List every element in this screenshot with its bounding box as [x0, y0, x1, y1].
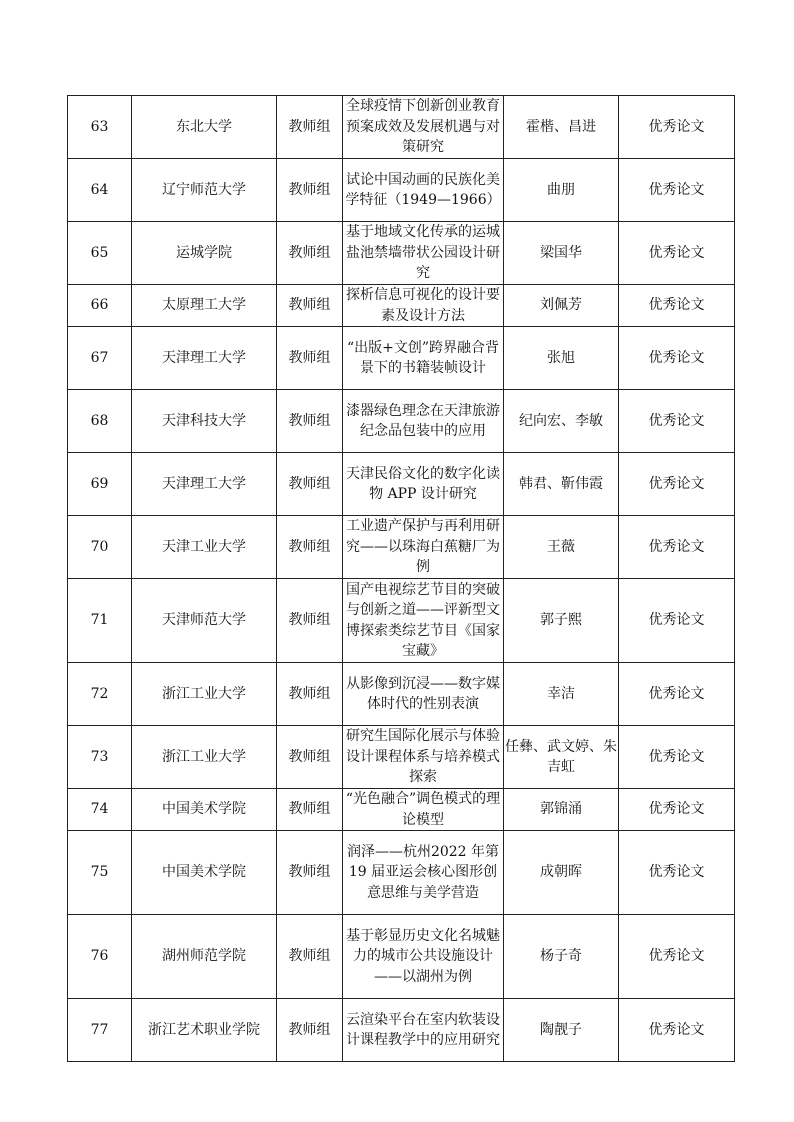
row-number: 65 — [68, 222, 132, 285]
table-row — [68, 789, 735, 831]
award-level: 优秀论文 — [619, 327, 735, 390]
row-number: 69 — [68, 453, 132, 516]
row-number: 71 — [68, 579, 132, 663]
group-name: 教师组 — [277, 789, 343, 831]
author-names: 王薇 — [504, 516, 619, 579]
school-name: 浙江工业大学 — [132, 726, 277, 789]
table-row — [68, 663, 735, 726]
award-level: 优秀论文 — [619, 726, 735, 789]
award-level: 优秀论文 — [619, 285, 735, 327]
row-number: 68 — [68, 390, 132, 453]
group-name: 教师组 — [277, 96, 343, 159]
group-name: 教师组 — [277, 726, 343, 789]
school-name: 天津理工大学 — [132, 453, 277, 516]
row-number: 70 — [68, 516, 132, 579]
row-number: 77 — [68, 999, 132, 1062]
school-name: 天津师范大学 — [132, 579, 277, 663]
paper-title: 云渲染平台在室内软装设计课程教学中的应用研究 — [343, 999, 504, 1062]
school-name: 浙江工业大学 — [132, 663, 277, 726]
award-level: 优秀论文 — [619, 96, 735, 159]
group-name: 教师组 — [277, 831, 343, 915]
row-number: 64 — [68, 159, 132, 222]
table-row — [68, 999, 735, 1062]
award-level: 优秀论文 — [619, 516, 735, 579]
school-name: 中国美术学院 — [132, 831, 277, 915]
table-row — [68, 222, 735, 285]
group-name: 教师组 — [277, 999, 343, 1062]
row-number: 67 — [68, 327, 132, 390]
group-name: 教师组 — [277, 327, 343, 390]
school-name: 天津理工大学 — [132, 327, 277, 390]
table-row — [68, 453, 735, 516]
paper-title: “出版+文创”跨界融合背景下的书籍装帧设计 — [343, 327, 504, 390]
award-level: 优秀论文 — [619, 789, 735, 831]
school-name: 东北大学 — [132, 96, 277, 159]
paper-title: 基于地域文化传承的运城盐池禁墙带状公园设计研究 — [343, 222, 504, 285]
author-names: 韩君、靳伟霞 — [504, 453, 619, 516]
award-level: 优秀论文 — [619, 999, 735, 1062]
school-name: 运城学院 — [132, 222, 277, 285]
row-number: 75 — [68, 831, 132, 915]
group-name: 教师组 — [277, 579, 343, 663]
row-number: 76 — [68, 915, 132, 999]
paper-title: 探析信息可视化的设计要素及设计方法 — [343, 285, 504, 327]
school-name: 浙江艺术职业学院 — [132, 999, 277, 1062]
group-name: 教师组 — [277, 390, 343, 453]
table-row — [68, 579, 735, 663]
school-name: 天津工业大学 — [132, 516, 277, 579]
table-row — [68, 726, 735, 789]
author-names: 曲朋 — [504, 159, 619, 222]
paper-title: “光色融合”调色模式的理论模型 — [343, 789, 504, 831]
author-names: 梁国华 — [504, 222, 619, 285]
group-name: 教师组 — [277, 453, 343, 516]
award-level: 优秀论文 — [619, 159, 735, 222]
group-name: 教师组 — [277, 663, 343, 726]
row-number: 73 — [68, 726, 132, 789]
award-level: 优秀论文 — [619, 579, 735, 663]
table-row — [68, 390, 735, 453]
table-row — [68, 285, 735, 327]
row-number: 66 — [68, 285, 132, 327]
author-names: 纪向宏、李敏 — [504, 390, 619, 453]
award-level: 优秀论文 — [619, 663, 735, 726]
group-name: 教师组 — [277, 516, 343, 579]
school-name: 湖州师范学院 — [132, 915, 277, 999]
paper-title: 润泽——杭州2022 年第19 届亚运会核心图形创意思维与美学营造 — [343, 831, 504, 915]
school-name: 中国美术学院 — [132, 789, 277, 831]
author-names: 任彝、武文婷、朱吉虹 — [504, 726, 619, 789]
paper-title: 试论中国动画的民族化美学特征（1949—1966） — [343, 159, 504, 222]
award-level: 优秀论文 — [619, 915, 735, 999]
author-names: 成朝晖 — [504, 831, 619, 915]
paper-title: 基于彰显历史文化名城魅力的城市公共设施设计——以湖州为例 — [343, 915, 504, 999]
author-names: 郭锦涌 — [504, 789, 619, 831]
award-level: 优秀论文 — [619, 453, 735, 516]
paper-title: 从影像到沉浸——数字媒体时代的性别表演 — [343, 663, 504, 726]
row-number: 72 — [68, 663, 132, 726]
paper-title: 漆器绿色理念在天津旅游纪念品包装中的应用 — [343, 390, 504, 453]
author-names: 杨子奇 — [504, 915, 619, 999]
author-names: 霍楷、昌进 — [504, 96, 619, 159]
table-row — [68, 159, 735, 222]
table-row — [68, 915, 735, 999]
school-name: 太原理工大学 — [132, 285, 277, 327]
author-names: 刘佩芳 — [504, 285, 619, 327]
table-row — [68, 516, 735, 579]
award-level: 优秀论文 — [619, 390, 735, 453]
row-number: 74 — [68, 789, 132, 831]
group-name: 教师组 — [277, 222, 343, 285]
award-level: 优秀论文 — [619, 222, 735, 285]
author-names: 幸洁 — [504, 663, 619, 726]
group-name: 教师组 — [277, 915, 343, 999]
row-number: 63 — [68, 96, 132, 159]
awards-table — [67, 95, 735, 1062]
award-level: 优秀论文 — [619, 831, 735, 915]
table-row — [68, 831, 735, 915]
author-names: 陶靓子 — [504, 999, 619, 1062]
group-name: 教师组 — [277, 285, 343, 327]
author-names: 张旭 — [504, 327, 619, 390]
paper-title: 全球疫情下创新创业教育预案成效及发展机遇与对策研究 — [343, 96, 504, 159]
group-name: 教师组 — [277, 159, 343, 222]
paper-title: 工业遗产保护与再利用研究——以珠海白蕉糖厂为例 — [343, 516, 504, 579]
paper-title: 天津民俗文化的数字化读物 APP 设计研究 — [343, 453, 504, 516]
paper-title: 国产电视综艺节目的突破与创新之道——评新型文博探索类综艺节目《国家宝藏》 — [343, 579, 504, 663]
author-names: 郭子熙 — [504, 579, 619, 663]
school-name: 天津科技大学 — [132, 390, 277, 453]
school-name: 辽宁师范大学 — [132, 159, 277, 222]
table-row — [68, 327, 735, 390]
table-row — [68, 96, 735, 159]
paper-title: 研究生国际化展示与体验设计课程体系与培养模式探索 — [343, 726, 504, 789]
